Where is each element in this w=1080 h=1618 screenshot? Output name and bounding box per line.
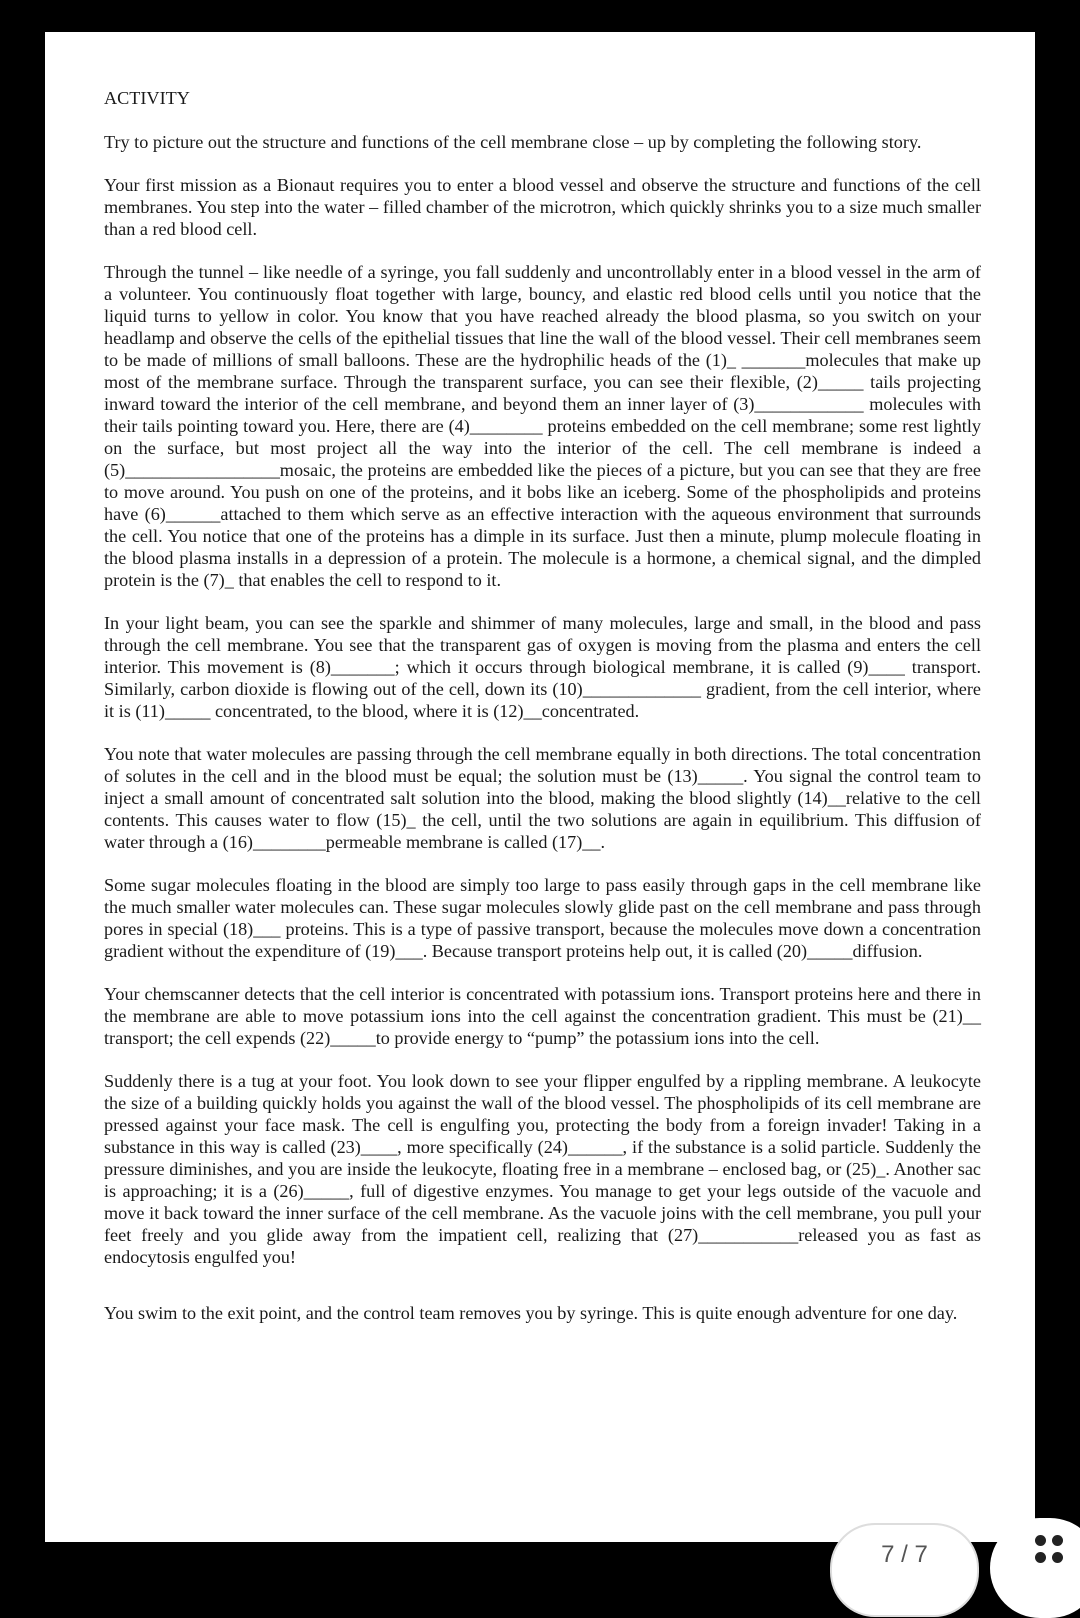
paragraph-facilitated-diffusion: Some sugar molecules floating in the blood are simply too large to pass easily through gaps in the cell membrane like the much smaller water molecules can. These sugar molecules slowly glide past on the cell membrane and pass through pores in special (18)___ proteins. This is a type of passive transport, because the molecules move down a concentration gradient without the expenditure of (19)___. Because transport proteins help out, it is called (20)_____diffusion. (104, 875, 981, 961)
activity-heading: ACTIVITY (104, 88, 190, 108)
document-content (104, 87, 981, 1345)
paragraph-active-transport: Your chemscanner detects that the cell interior is concentrated with potassium ions. Transport proteins here and there in the membrane are able to move potassium ions into the cell against the concentration gradient. This must be (21)__ transport; the cell expends (22)_____to provide energy to “pump” the potassium ions into the cell. (104, 984, 981, 1048)
menu-button[interactable] (990, 1518, 1080, 1618)
paragraph-mission: Your first mission as a Bionaut requires you to enter a blood vessel and observe the structure and functions of the cell membranes. You step into the water – filled chamber of the microtron, which quickly shrinks you to a size much smaller than a red blood cell. (104, 175, 981, 239)
dots-menu-icon[interactable] (1035, 1535, 1065, 1565)
menu-dot (1035, 1552, 1046, 1563)
document-page (45, 32, 1035, 1542)
paragraph-osmosis: You note that water molecules are passing through the cell membrane equally in both directions. The total concentration of solutes in the cell and in the blood must be equal; the solution must be (13)_____. You signal the control team to inject a small amount of concentrated salt solution into the blood, making the blood slightly (14)__relative to the cell contents. This causes water to flow (15)_ the cell, until the two solutions are again in equilibrium. This diffusion of water through a (16)________permeable membrane is called (17)__. (104, 744, 981, 852)
menu-dot (1052, 1552, 1063, 1563)
page-indicator (830, 1523, 979, 1617)
paragraph-endocytosis: Suddenly there is a tug at your foot. You look down to see your flipper engulfed by a rippling membrane. A leukocyte the size of a building quickly holds you against the wall of the blood vessel. The phospholipids of its cell membrane are pressed against your face mask. The cell is engulfing you, protecting the body from a foreign invader! Taking in a substance in this way is called (23)____, more specifically (24)______, if the substance is a solid particle. Suddenly the pressure diminishes, and you are inside the leukocyte, floating free in a membrane – enclosed bag, or (25)_. Another sac is approaching; it is a (26)_____, full of digestive enzymes. You manage to get your legs outside of the vacuole and move it back toward the inner surface of the cell membrane. As the vacuole joins with the cell membrane, you pull your feet freely and you glide away from the impatient cell, realizing that (27)___________released you as fast as endocytosis engulfed you! (104, 1071, 981, 1267)
paragraph-exit: You swim to the exit point, and the control team removes you by syringe. This is quite enough adventure for one day. (104, 1303, 958, 1323)
menu-dot (1052, 1535, 1063, 1546)
paragraph-diffusion: In your light beam, you can see the sparkle and shimmer of many molecules, large and small, in the blood and pass through the cell membrane. You see that the transparent gas of oxygen is moving from the plasma and enters the cell interior. This movement is (8)_______; which it occurs through biological membrane, it is called (9)____ transport. Similarly, carbon dioxide is flowing out of the cell, down its (10)_____________ gradient, from the cell interior, where it is (11)_____ concentrated, to the blood, where it is (12)__concentrated. (104, 613, 981, 721)
page-indicator-label: 7 / 7 (881, 1541, 928, 1568)
menu-dot (1035, 1535, 1046, 1546)
paragraph-instructions: Try to picture out the structure and functions of the cell membrane close – up by completing the following story. (104, 132, 922, 152)
paragraph-membrane-structure: Through the tunnel – like needle of a syringe, you fall suddenly and uncontrollably enter in a blood vessel in the arm of a volunteer. You continuously float together with large, bouncy, and elastic red blood cells until you notice that the liquid turns to yellow in color. You know that you have reached already the blood plasma, so you switch on your headlamp and observe the cells of the epithelial tissues that line the wall of the blood vessel. Their cell membranes seem to be made of millions of small balloons. These are the hydrophilic heads of the (1)_ _______molecules that make up most of the membrane surface. Through the transparent surface, you can see their flexible, (2)_____ tails projecting inward toward the interior of the cell membrane, and beyond them an inner layer of (3)____________ molecules with their tails pointing toward you. Here, there are (4)________ proteins embedded on the cell membrane; some rest lightly on the surface, but most project all the way into the interior of the cell. The cell membrane is indeed a (5)_________________mosaic, the proteins are embedded like the pieces of a picture, but you can see that they are free to move around. You push on one of the proteins, and it bobs like an iceberg. Some of the phospholipids and proteins have (6)______attached to them which serve as an effective interaction with the aqueous environment that surrounds the cell. You notice that one of the proteins has a dimple in its surface. Just then a minute, plump molecule floating in the blood plasma installs in a depression of a protein. The molecule is a hormone, a chemical signal, and the dimpled protein is the (7)_ that enables the cell to respond to it. (104, 262, 981, 590)
